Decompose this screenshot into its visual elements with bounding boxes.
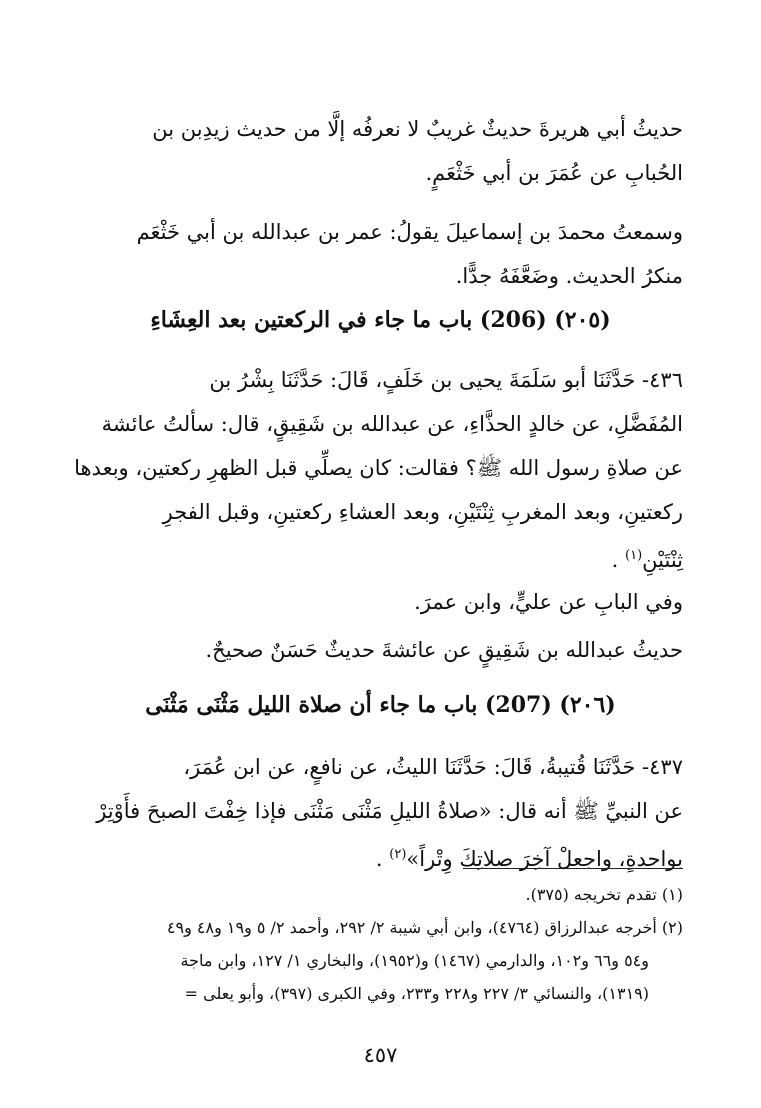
footnote-ref-2[interactable]: (٢) — [389, 847, 407, 862]
text-line: الحُبابِ عن عُمَرَ بن أبي خَثْعَمٍ. — [425, 161, 683, 185]
text-line: حديثُ عبدالله بن شَقِيقٍ عن عائشةَ حديثٌ حَسَنٌ صحيحٌ. — [205, 638, 683, 662]
footnote-2-continued: و٥٤ و٦٦ و١٠٢، والدارمي (١٤٦٧) و(١٩٥٢)، والبخاري ١/ ١٢٧، وابن ماجة — [180, 951, 649, 970]
page-number: ٤٥٧ — [363, 1043, 398, 1067]
footnotes — [78, 878, 683, 1010]
footnote-divider — [463, 868, 683, 869]
text-line — [78, 833, 683, 881]
text-fragment: . — [611, 548, 626, 572]
chapter-heading-206: (٢٠٦) (207) باب ما جاء أن صلاة الليل مَثْنَى مَثْنَى — [145, 692, 616, 718]
text-fragment: . — [375, 847, 390, 871]
footnote-2: (٢) أخرجه عبدالرزاق (٤٧٦٤)، وابن أبي شيبة ٢/ ٢٩٢، وأحمد ٢/ ٥ و١٩ و٤٨ و٤٩ — [166, 918, 683, 937]
text-line: المُفَضَّلِ، عن خالدٍ الحذَّاءِ، عن عبدالله بن شَقِيقٍ، قال: سألتُ عائشة — [101, 412, 683, 436]
text-line: عن النبيِّ ﷺ أنه قال: «صلاةُ الليلِ مَثْنَى مَثْنَى فإذا خِفْتَ الصبحَ فأَوْتِرْ — [96, 799, 683, 823]
text-line: ركعتينِ، وبعد المغربِ ثِنْتَيْنِ، وبعد العشاءِ ركعتينِ، وقبل الفجرِ — [162, 500, 683, 524]
text-line: عن صلاةِ رسول الله ﷺ؟ فقالت: كان يصلِّي قبل الظهرِ ركعتين، وبعدها — [74, 456, 683, 480]
paragraph-4 — [78, 628, 683, 672]
paragraph-2 — [78, 210, 683, 298]
text-fragment: بواحدةٍ، واجعلْ آخِرَ صلاتِكَ وِتْراً» — [406, 847, 683, 871]
footnote-1: (١) تقدم تخريجه (٣٧٥). — [525, 885, 683, 904]
paragraph-3 — [78, 580, 683, 624]
footnote-2-continued: (١٣١٩)، والنسائي ٣/ ٢٢٧ و٢٢٨ و٢٣٣، وفي الكبرى (٣٩٧)، وأبو يعلى = — [184, 984, 649, 1003]
chapter-heading-205: (٢٠٥) (206) باب ما جاء في الركعتين بعد العِشَاءِ — [150, 307, 611, 333]
text-line: وسمعتُ محمدَ بن إسماعيلَ يقولُ: عمر بن عبدالله بن أبي خَثْعَم — [136, 220, 683, 244]
text-line: ٤٣٦- حَدَّثَنَا أبو سَلَمَةَ يحيى بن خَلَفٍ، قَالَ: حَدَّثَنَا بِشْرُ بن — [209, 368, 683, 392]
paragraph-1 — [78, 107, 683, 195]
footnote-ref-1[interactable]: (١) — [625, 548, 643, 563]
text-line — [78, 534, 683, 582]
hadith-436 — [74, 358, 683, 582]
text-line: حديثُ أبي هريرةَ حديثٌ غريبٌ لا نعرفُه إلَّا من حديث زيدِبن بن — [152, 117, 683, 141]
hadith-437 — [78, 745, 683, 881]
text-fragment: ثِنْتَيْنِ — [642, 548, 683, 572]
text-line: منكرُ الحديث. وضَعَّفَهُ جدًّا. — [455, 264, 683, 288]
text-line: ٤٣٧- حَدَّثَنَا قُتيبةُ، قَالَ: حَدَّثَنَا الليثُ، عن نافعٍ، عن ابن عُمَرَ، — [183, 755, 683, 779]
text-line: وفي البابِ عن عليٍّ، وابن عمرَ. — [414, 590, 683, 614]
